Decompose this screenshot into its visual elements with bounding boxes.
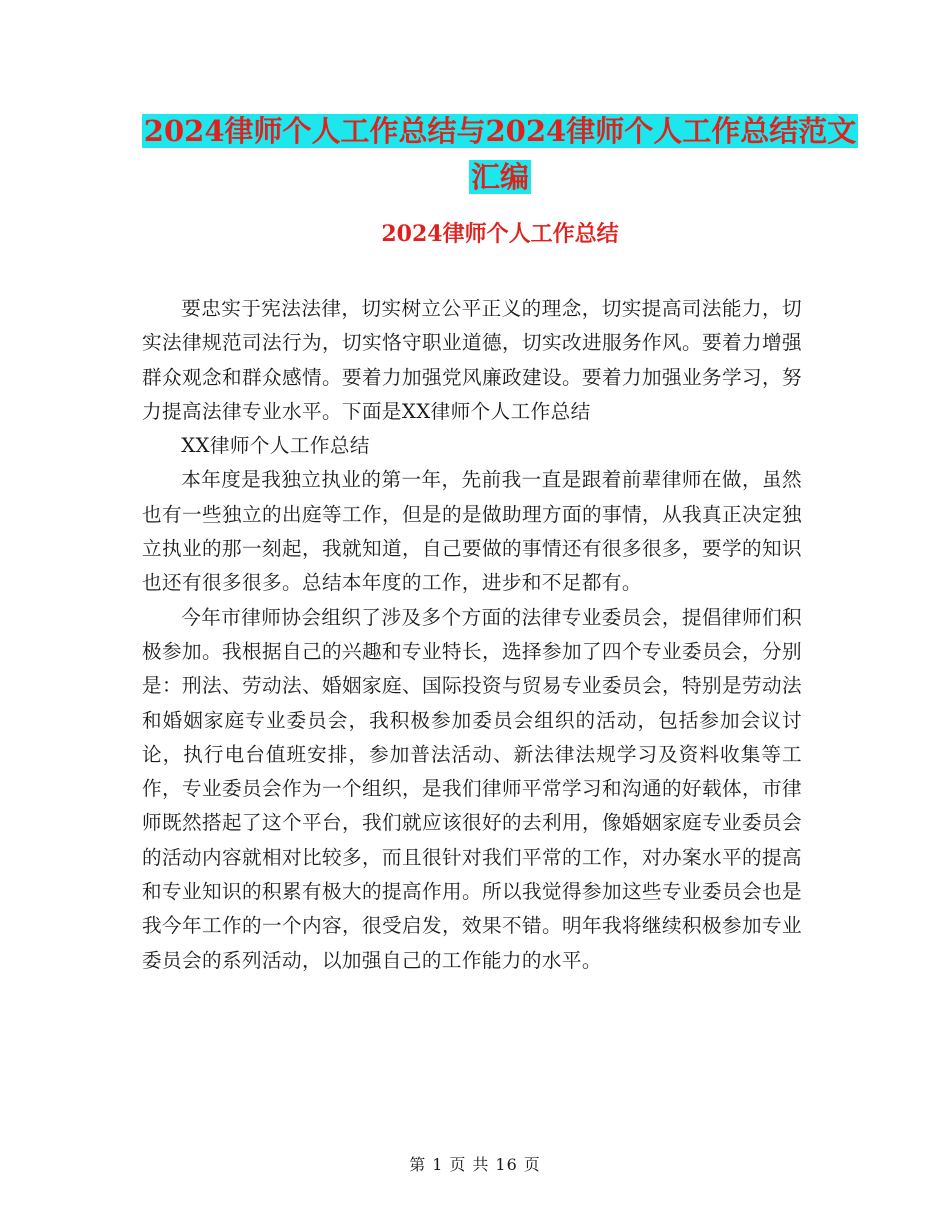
footer-current-page: 1 bbox=[432, 1155, 444, 1174]
title-line-2: 汇编 bbox=[470, 160, 529, 194]
title-line-1: 2024律师个人工作总结与2024律师个人工作总结范文 bbox=[143, 114, 857, 148]
paragraph-intro: 要忠实于宪法法律，切实树立公平正义的理念，切实提高司法能力，切实法律规范司法行为，切实恪守职业道德，切实改进服务作风。要着力增强群众观念和群众感情。要着力加强党风廉政建设。要着力加强业务学习，努力提高法律专业水平。下面是XX律师个人工作总结 bbox=[142, 297, 802, 423]
footer-total-label: 共 bbox=[472, 1155, 490, 1174]
footer-total-unit: 页 bbox=[523, 1155, 541, 1174]
page-footer bbox=[0, 1152, 950, 1175]
section-title: 2024律师个人工作总结 bbox=[381, 221, 619, 247]
document-body bbox=[142, 292, 802, 978]
footer-page-label: 第 bbox=[409, 1155, 427, 1174]
document-title bbox=[140, 108, 860, 200]
paragraph-committees: 今年市律师协会组织了涉及多个方面的法律专业委员会，提倡律师们积极参加。我根据自己的兴趣和专业特长，选择参加了四个专业委员会，分别是：刑法、劳动法、婚姻家庭、国际投资与贸易专业委员会，特别是劳动法和婚姻家庭专业委员会，我积极参加委员会组织的活动，包括参加会议讨论，执行电台值班安排，参加普法活动、新法律法规学习及资料收集等工作，专业委员会作为一个组织，是我们律师平常学习和沟通的好载体，市律师既然搭起了这个平台，我们就应该很好的去利用，像婚姻家庭专业委员会的活动内容就相对比较多，而且很针对我们平常的工作，对办案水平的提高和专业知识的积累有极大的提高作用。所以我觉得参加这些专业委员会也是我今年工作的一个内容，很受启发，效果不错。明年我将继续积极参加专业委员会的系列活动，以加强自己的工作能力的水平。 bbox=[142, 605, 802, 972]
footer-page-unit: 页 bbox=[449, 1155, 467, 1174]
paragraph-first-year: 本年度是我独立执业的第一年，先前我一直是跟着前辈律师在做，虽然也有一些独立的出庭等工作，但是的是做助理方面的事情，从我真正决定独立执业的那一刻起，我就知道，自己要做的事情还有很多很多，要学的知识也还有很多很多。总结本年度的工作，进步和不足都有。 bbox=[142, 468, 802, 595]
footer-total-pages: 16 bbox=[495, 1155, 518, 1174]
paragraph-heading: XX律师个人工作总结 bbox=[181, 434, 370, 458]
